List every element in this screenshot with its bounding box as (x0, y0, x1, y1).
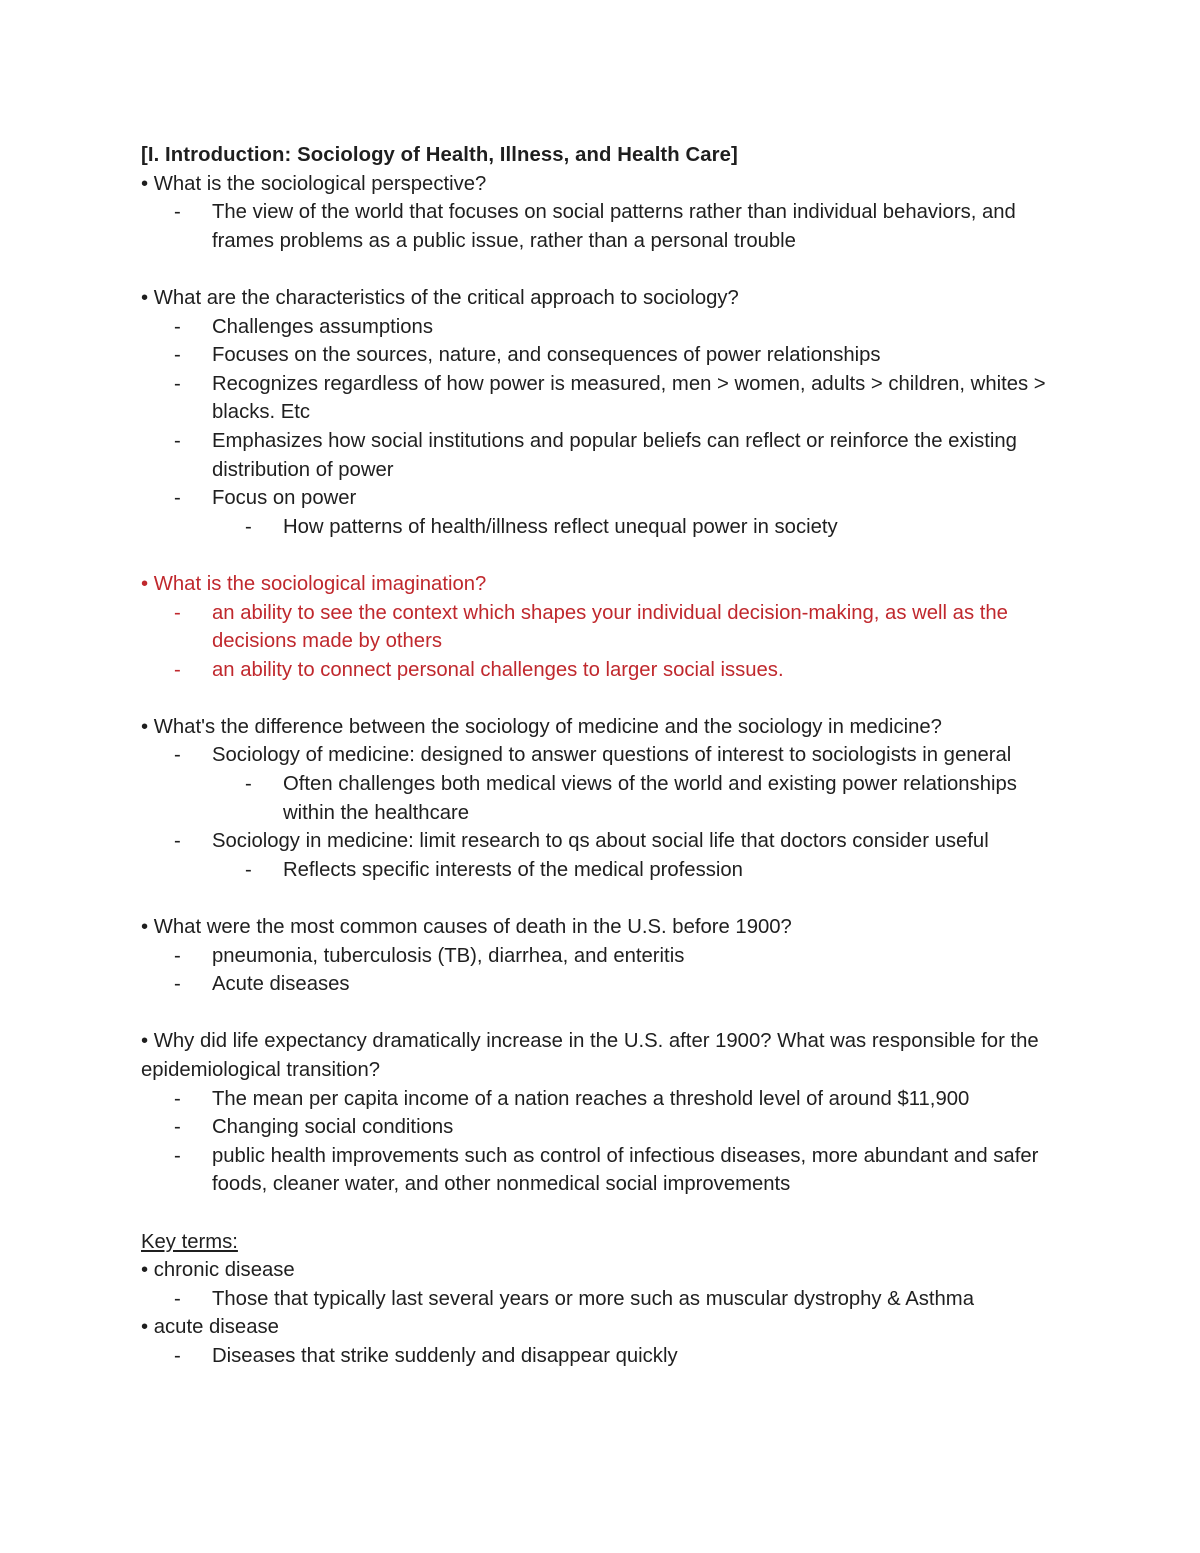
dash: - (174, 601, 181, 624)
bullet: • (141, 1030, 154, 1053)
term-definition (141, 1342, 1071, 1371)
dash: - (174, 744, 181, 767)
answer-item (141, 1085, 1071, 1114)
dash: - (174, 1144, 181, 1167)
answer-text: Sociology in medicine: limit research to qs about social life that doctors consider useful (212, 830, 989, 853)
answer-item (141, 599, 1071, 656)
dash: - (174, 973, 181, 996)
bullet: • (141, 715, 154, 738)
term-text: chronic disease (153, 1259, 295, 1282)
dash: - (174, 830, 181, 853)
bullet: • (141, 286, 154, 309)
dash: - (245, 773, 252, 796)
answer-item (141, 1142, 1071, 1199)
answer-text: Sociology of medicine: designed to answer questions of interest to sociologists in general (212, 744, 1012, 767)
question-text: What's the difference between the sociology of medicine and the sociology in medicine? (153, 715, 942, 738)
answer-text: pneumonia, tuberculosis (TB), diarrhea, and enteritis (212, 944, 685, 967)
answer-text: Focuses on the sources, nature, and consequences of power relationships (212, 344, 881, 367)
question-sociological-imagination (141, 570, 1071, 599)
answer-item (141, 427, 1071, 484)
answer-text: Emphasizes how social institutions and popular beliefs can reflect or reinforce the existing distribution of power (212, 429, 1017, 481)
bullet: • (141, 1316, 154, 1339)
answer-item (141, 313, 1071, 342)
key-term-chronic-disease (141, 1256, 1071, 1285)
dash: - (174, 315, 181, 338)
dash: - (174, 201, 181, 224)
answer-item (141, 656, 1071, 685)
sub-answer-text: Often challenges both medical views of the world and existing power relationships within the healthcare (283, 773, 1017, 824)
question-critical-approach (141, 284, 1071, 313)
answer-text: an ability to see the context which shapes your individual decision-making, as well as the decisions made by others (212, 601, 1008, 653)
term-definition (141, 1285, 1071, 1314)
answer-item (141, 970, 1071, 999)
document-title: [I. Introduction: Sociology of Health, Illness, and Health Care] (141, 144, 738, 166)
dash: - (245, 858, 252, 881)
sub-answer-item (141, 513, 1071, 542)
dash: - (174, 487, 181, 510)
question-text: What are the characteristics of the critical approach to sociology? (153, 286, 739, 309)
dash: - (174, 429, 181, 452)
question-text: What is the sociological perspective? (153, 172, 487, 195)
answer-text: Focus on power (212, 487, 357, 510)
question-text: What were the most common causes of death in the U.S. before 1900? (153, 916, 792, 939)
answer-item (141, 370, 1071, 427)
answer-text: an ability to connect personal challenges to larger social issues. (212, 658, 784, 681)
bullet: • (141, 172, 154, 195)
answer-item (141, 198, 1071, 255)
dash: - (174, 1087, 181, 1110)
answer-text: public health improvements such as control of infectious diseases, more abundant and safer foods, cleaner water, and other nonmedical social improvements (212, 1144, 1039, 1196)
question-text: Why did life expectancy dramatically increase in the U.S. after 1900? What was responsible for the epidemiological transition? (141, 1030, 1039, 1081)
dash: - (174, 658, 181, 681)
answer-text: The view of the world that focuses on social patterns rather than individual behaviors, and frames problems as a public issue, rather than a personal trouble (212, 201, 1016, 252)
answer-text: Recognizes regardless of how power is measured, men > women, adults > children, whites > blacks. Etc (212, 372, 1046, 424)
definition-text: Diseases that strike suddenly and disappear quickly (212, 1344, 678, 1367)
dash: - (174, 1287, 181, 1310)
question-causes-of-death-before-1900 (141, 913, 1071, 942)
answer-item (141, 484, 1071, 513)
sub-answer-item (141, 856, 1071, 885)
answer-item (141, 341, 1071, 370)
bullet: • (141, 572, 154, 595)
answer-text: Challenges assumptions (212, 315, 433, 338)
dash: - (174, 372, 181, 395)
bullet: • (141, 1259, 154, 1282)
answer-item (141, 827, 1071, 856)
key-term-acute-disease (141, 1313, 1071, 1342)
dash: - (174, 344, 181, 367)
dash: - (174, 1116, 181, 1139)
sub-answer-text: Reflects specific interests of the medical profession (283, 858, 743, 881)
dash: - (174, 944, 181, 967)
sub-answer-item (141, 770, 1071, 827)
question-sociological-perspective (141, 170, 1071, 199)
definition-text: Those that typically last several years or more such as muscular dystrophy & Asthma (212, 1287, 974, 1310)
dash: - (174, 1344, 181, 1367)
answer-text: Acute diseases (212, 973, 350, 996)
question-life-expectancy-increase (141, 1027, 1071, 1084)
sub-answer-text: How patterns of health/illness reflect unequal power in society (283, 515, 838, 538)
answer-item (141, 1113, 1071, 1142)
answer-item (141, 942, 1071, 971)
term-text: acute disease (153, 1316, 279, 1339)
answer-text: Changing social conditions (212, 1116, 454, 1139)
answer-text: The mean per capita income of a nation reaches a threshold level of around $11,900 (212, 1087, 970, 1110)
question-text: What is the sociological imagination? (153, 572, 487, 595)
dash: - (245, 515, 252, 538)
document-page (141, 141, 1071, 1371)
answer-item (141, 741, 1071, 770)
question-sociology-of-vs-in-medicine (141, 713, 1071, 742)
key-terms-heading: Key terms: (141, 1230, 238, 1253)
bullet: • (141, 916, 154, 939)
